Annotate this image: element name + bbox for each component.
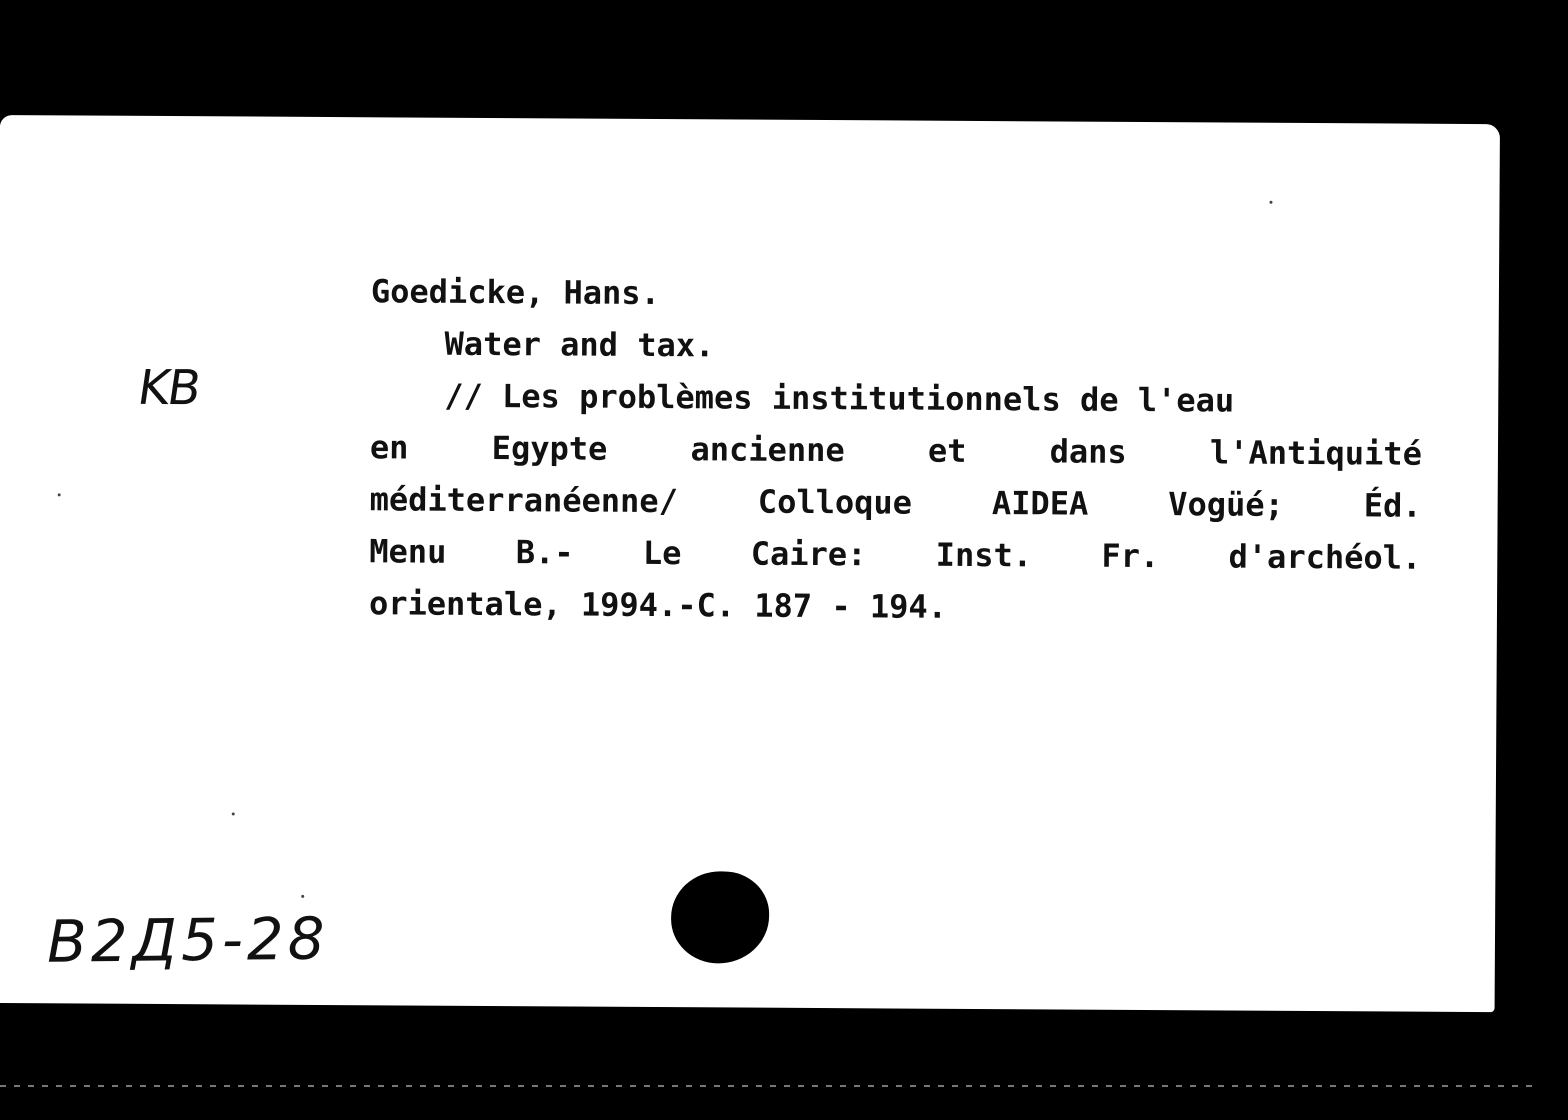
word: Éd. [1363,486,1422,525]
speck [58,493,61,496]
word: Fr. [1101,536,1160,576]
title-line: Water and tax. [444,324,715,365]
word: et [927,431,967,470]
series-line: // Les problèmes institutionnels de l'eau [444,376,1235,420]
imprint-line [369,525,1421,583]
series-line-3 [370,473,1422,531]
word: Vogüé; [1168,485,1284,524]
call-number: B2Д5-28 [46,904,329,976]
handwritten-mark: KB [134,359,203,417]
word: Le [642,533,682,573]
scan-border [0,0,1568,22]
word: Inst. [935,535,1033,575]
word: Colloque [757,482,913,522]
word: en [369,428,409,467]
speck [232,812,235,815]
speck [301,895,304,898]
punch-hole [671,871,770,964]
series-line-2 [370,421,1422,479]
word: ancienne [690,430,845,470]
word: dans [1049,432,1127,471]
imprint-line-2: orientale, 1994.-C. 187 - 194. [368,584,948,626]
word: d'archéol. [1228,537,1422,577]
author-line: Goedicke, Hans. [370,272,661,313]
word: Caire: [750,534,867,574]
word: Egypte [491,429,608,468]
scan-noise [0,1085,1540,1087]
speck [1269,201,1272,204]
catalog-card [0,115,1500,1012]
word: Menu [369,532,447,571]
word: l'Antiquité [1209,433,1423,473]
word: B.- [515,533,574,572]
word: AIDEA [991,484,1089,523]
word: méditerranéenne/ [369,480,679,521]
bibliographic-entry [369,265,1423,635]
